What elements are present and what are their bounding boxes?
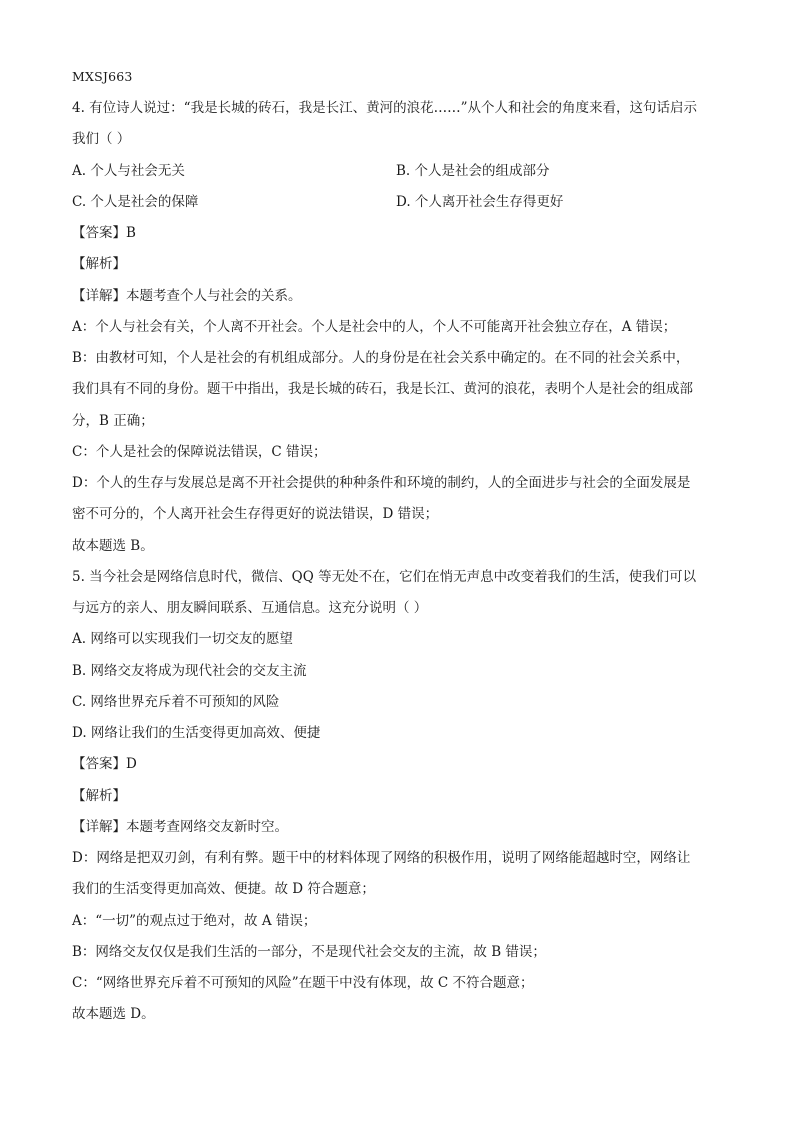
q4-detail-line: D：个人的生存与发展总是离不开社会提供的种种条件和环境的制约，人的全面进步与社会的全面发展是 <box>72 475 691 491</box>
q5-option-d: D. 网络让我们的生活变得更加高效、便捷 <box>72 725 321 741</box>
q5-option-c: C. 网络世界充斥着不可预知的风险 <box>72 694 280 710</box>
q4-detail-line: C：个人是社会的保障说法错误，C 错误； <box>72 444 327 460</box>
q4-option-c: C. 个人是社会的保障 <box>72 194 199 210</box>
q4-stem-line2: 我们（ ） <box>72 131 131 147</box>
q4-stem-line1: 4. 有位诗人说过：“我是长城的砖石，我是长江、黄河的浪花……”从个人和社会的角度来看，这句话启示 <box>72 100 697 116</box>
q4-conclusion: 故本题选 B。 <box>72 538 154 554</box>
q4-detail-line: A：个人与社会有关，个人离不开社会。个人是社会中的人，个人不可能离开社会独立存在，A 错误； <box>72 319 677 335</box>
q4-detail-line: 我们具有不同的身份。题干中指出，我是长城的砖石，我是长江、黄河的浪花，表明个人是社会的组成部 <box>72 381 693 397</box>
document-code: MXSJ663 <box>72 69 133 84</box>
q4-detail-line: 分，B 正确； <box>72 413 154 429</box>
q5-detail-line: C：“网络世界充斥着不可预知的风险”在题干中没有体现，故 C 不符合题意； <box>72 975 534 991</box>
q5-detail-line: D：网络是把双刃剑，有利有弊。题干中的材料体现了网络的积极作用，说明了网络能超越时空，网络让 <box>72 850 691 866</box>
q5-detail-line: 我们的生活变得更加高效、便捷。故 D 符合题意； <box>72 881 375 897</box>
q4-analysis-label: 【解析】 <box>72 256 126 272</box>
q4-detail-line: 【详解】本题考查个人与社会的关系。 <box>72 288 302 304</box>
q4-option-b: B. 个人是社会的组成部分 <box>396 163 550 179</box>
q5-detail-line: B：网络交友仅仅是我们生活的一部分，不是现代社会交友的主流，故 B 错误； <box>72 944 546 960</box>
q4-option-a: A. 个人与社会无关 <box>72 163 185 179</box>
q5-analysis-label: 【解析】 <box>72 788 126 804</box>
q5-option-b: B. 网络交友将成为现代社会的交友主流 <box>72 663 307 679</box>
q4-answer: 【答案】B <box>72 225 136 241</box>
q5-conclusion: 故本题选 D。 <box>72 1006 155 1022</box>
q4-options-row1 <box>72 162 732 180</box>
q5-stem-line1: 5. 当今社会是网络信息时代，微信、QQ 等无处不在，它们在悄无声息中改变着我们的生活，使我们可以 <box>72 569 697 585</box>
q5-answer: 【答案】D <box>72 756 137 772</box>
q4-detail-line: 密不可分的，个人离开社会生存得更好的说法错误，D 错误； <box>72 506 439 522</box>
q5-option-a: A. 网络可以实现我们一切交友的愿望 <box>72 631 293 647</box>
q5-stem-line2: 与远方的亲人、朋友瞬间联系、互通信息。这充分说明（ ） <box>72 600 428 616</box>
q5-detail-line: 【详解】本题考查网络交友新时空。 <box>72 819 288 835</box>
q5-detail-line: A：“一切”的观点过于绝对，故 A 错误； <box>72 913 317 929</box>
q4-detail-line: B：由教材可知，个人是社会的有机组成部分。人的身份是在社会关系中确定的。在不同的社会关系中， <box>72 350 690 366</box>
q4-option-d: D. 个人离开社会生存得更好 <box>396 194 564 210</box>
q4-options-row2 <box>72 193 732 211</box>
